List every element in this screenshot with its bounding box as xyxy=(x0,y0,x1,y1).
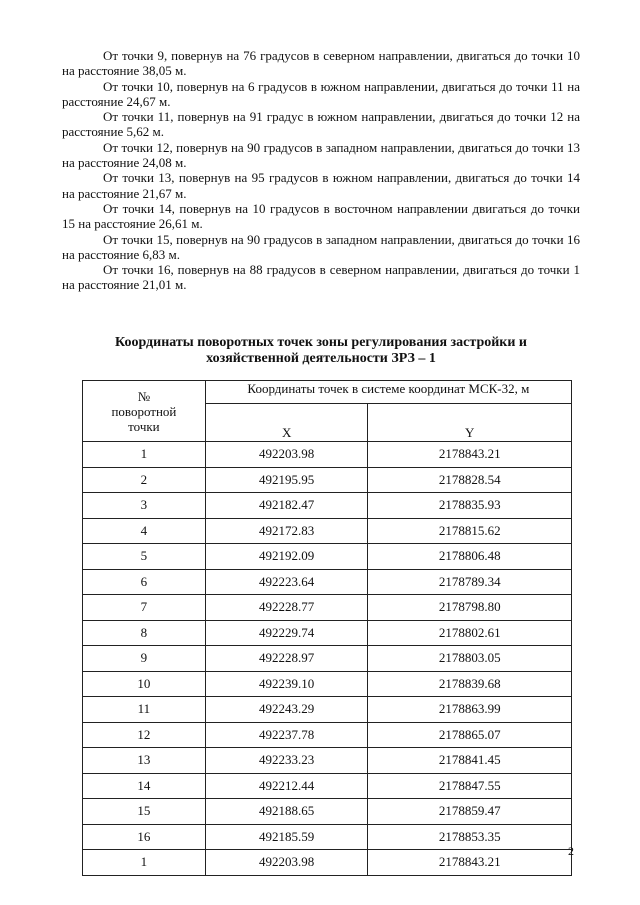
cell-point: 3 xyxy=(83,493,206,519)
table-row xyxy=(83,671,572,697)
cell-x: 492188.65 xyxy=(205,799,368,825)
cell-y: 2178839.68 xyxy=(368,671,572,697)
cell-point: 14 xyxy=(83,773,206,799)
cell-x: 492229.74 xyxy=(205,620,368,646)
cell-y: 2178853.35 xyxy=(368,824,572,850)
cell-point: 2 xyxy=(83,467,206,493)
cell-x: 492239.10 xyxy=(205,671,368,697)
paragraph: От точки 15, повернув на 90 градусов в западном направлении, двигаться до точки 16 на расстояние 6,83 м. xyxy=(62,231,580,262)
cell-point: 13 xyxy=(83,748,206,774)
cell-y: 2178815.62 xyxy=(368,518,572,544)
header-x: X xyxy=(205,404,368,442)
cell-point: 6 xyxy=(83,569,206,595)
table-row xyxy=(83,493,572,519)
table-row xyxy=(83,620,572,646)
cell-x: 492182.47 xyxy=(205,493,368,519)
header-num-line: поворотной xyxy=(111,403,177,419)
cell-x: 492203.98 xyxy=(205,442,368,468)
cell-y: 2178828.54 xyxy=(368,467,572,493)
cell-y: 2178789.34 xyxy=(368,569,572,595)
table-row xyxy=(83,824,572,850)
cell-point: 16 xyxy=(83,824,206,850)
cell-y: 2178847.55 xyxy=(368,773,572,799)
cell-y: 2178806.48 xyxy=(368,544,572,570)
header-num-line: точки xyxy=(128,418,160,434)
cell-point: 11 xyxy=(83,697,206,723)
table-row xyxy=(83,773,572,799)
paragraph: От точки 13, повернув на 95 градусов в южном направлении, двигаться до точки 14 на расстояние 21,67 м. xyxy=(62,170,580,201)
table-row xyxy=(83,748,572,774)
table-row xyxy=(83,722,572,748)
table-row xyxy=(83,850,572,876)
cell-x: 492203.98 xyxy=(205,850,368,876)
table-row xyxy=(83,697,572,723)
table-row xyxy=(83,569,572,595)
paragraph: От точки 16, повернув на 88 градусов в северном направлении, двигаться до точки 1 на расстояние 21,01 м. xyxy=(62,262,580,293)
table-title xyxy=(62,335,580,367)
cell-x: 492228.77 xyxy=(205,595,368,621)
table-row xyxy=(83,518,572,544)
table-title-line: Координаты поворотных точек зоны регулирования застройки и xyxy=(115,335,527,350)
table-row xyxy=(83,799,572,825)
cell-point: 15 xyxy=(83,799,206,825)
header-coordinates: Координаты точек в системе координат МСК-32, м xyxy=(205,381,571,404)
cell-x: 492212.44 xyxy=(205,773,368,799)
cell-point: 5 xyxy=(83,544,206,570)
cell-y: 2178803.05 xyxy=(368,646,572,672)
table-row xyxy=(83,544,572,570)
paragraph: От точки 14, повернув на 10 градусов в восточном направлении двигаться до точки 15 на расстояние 26,61 м. xyxy=(62,200,580,232)
cell-y: 2178841.45 xyxy=(368,748,572,774)
cell-y: 2178802.61 xyxy=(368,620,572,646)
table-title-line: хозяйственной деятельности ЗРЗ – 1 xyxy=(206,351,436,366)
cell-y: 2178835.93 xyxy=(368,493,572,519)
table-row xyxy=(83,467,572,493)
coordinates-table xyxy=(82,380,572,876)
cell-y: 2178865.07 xyxy=(368,722,572,748)
paragraph: От точки 11, повернув на 91 градус в южном направлении, двигаться до точки 12 на расстояние 5,62 м. xyxy=(62,109,580,140)
cell-y: 2178843.21 xyxy=(368,442,572,468)
table-row xyxy=(83,595,572,621)
cell-x: 492192.09 xyxy=(205,544,368,570)
cell-y: 2178843.21 xyxy=(368,850,572,876)
cell-x: 492243.29 xyxy=(205,697,368,723)
table-row xyxy=(83,646,572,672)
paragraph: От точки 9, повернув на 76 градусов в северном направлении, двигаться до точки 10 на расстояние 38,05 м. xyxy=(62,48,580,79)
cell-point: 8 xyxy=(83,620,206,646)
cell-x: 492237.78 xyxy=(205,722,368,748)
cell-point: 9 xyxy=(83,646,206,672)
cell-x: 492185.59 xyxy=(205,824,368,850)
cell-x: 492172.83 xyxy=(205,518,368,544)
cell-y: 2178863.99 xyxy=(368,697,572,723)
cell-y: 2178859.47 xyxy=(368,799,572,825)
cell-x: 492195.95 xyxy=(205,467,368,493)
page-number: 2 xyxy=(568,844,574,858)
cell-point: 12 xyxy=(83,722,206,748)
cell-point: 1 xyxy=(83,850,206,876)
route-description xyxy=(62,48,580,293)
cell-x: 492228.97 xyxy=(205,646,368,672)
cell-x: 492233.23 xyxy=(205,748,368,774)
header-num-line: № xyxy=(137,388,151,404)
cell-point: 4 xyxy=(83,518,206,544)
cell-y: 2178798.80 xyxy=(368,595,572,621)
cell-point: 1 xyxy=(83,442,206,468)
table-row xyxy=(83,442,572,468)
paragraph: От точки 10, повернув на 6 градусов в южном направлении, двигаться до точки 11 на расстояние 24,67 м. xyxy=(62,78,580,109)
header-y: Y xyxy=(368,404,572,442)
cell-point: 10 xyxy=(83,671,206,697)
header-point-number xyxy=(83,381,206,442)
paragraph: От точки 12, повернув на 90 градусов в западном направлении, двигаться до точки 13 на расстояние 24,08 м. xyxy=(62,139,580,171)
cell-x: 492223.64 xyxy=(205,569,368,595)
cell-point: 7 xyxy=(83,595,206,621)
